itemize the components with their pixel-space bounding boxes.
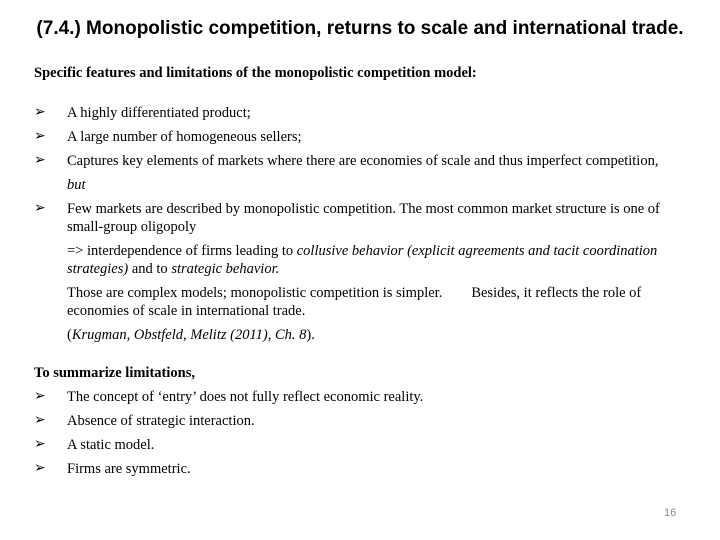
spacer — [34, 82, 694, 104]
list-item — [34, 460, 694, 478]
list-item — [34, 152, 694, 170]
slide-content — [34, 64, 694, 484]
arrow-bullet-icon: ➢ — [34, 437, 46, 452]
list-item — [34, 436, 694, 454]
arrow-bullet-icon: ➢ — [34, 461, 46, 476]
implication-italic-strategic: strategic behavior. — [171, 261, 280, 277]
list-item — [34, 200, 694, 236]
implication-italic-collusive: collusive behavior (explicit agreements and tacit coordination strategies) — [67, 243, 658, 277]
implication-text — [34, 242, 694, 278]
complex-models-text: Those are complex models; monopolistic competition is simpler. Besides, it reflects the role of economies of scale in international trade. — [67, 285, 645, 319]
citation-open: ( — [67, 327, 72, 343]
page-number: 16 — [664, 507, 677, 519]
implication-prefix: => interdependence of firms leading to — [67, 243, 297, 259]
list-item-text: A large number of homogeneous sellers; — [67, 129, 302, 145]
list-item — [34, 412, 694, 430]
arrow-bullet-icon: ➢ — [34, 153, 46, 168]
citation-source: Krugman, Obstfeld, Melitz (2011), Ch. 8 — [71, 327, 307, 343]
list-item — [34, 128, 694, 146]
arrow-bullet-icon: ➢ — [34, 389, 46, 404]
but-text: but — [67, 177, 86, 193]
spacer — [34, 350, 694, 364]
list-item-text: A static model. — [67, 437, 155, 453]
list-item — [34, 104, 694, 122]
slide-title: (7.4.) Monopolistic competition, returns to scale and international trade. — [36, 18, 684, 39]
list-item-text: Absence of strategic interaction. — [67, 413, 255, 429]
list-item-text: A highly differentiated product; — [67, 105, 251, 121]
section1-heading: Specific features and limitations of the monopolistic competition model: — [34, 65, 477, 81]
list-item-text: Few markets are described by monopolistic competition. The most common market structure is one of small-group oligopoly — [67, 201, 660, 235]
arrow-bullet-icon: ➢ — [34, 201, 46, 216]
list-item-text: Firms are symmetric. — [67, 461, 191, 477]
citation-text — [34, 326, 694, 344]
citation-close: ). — [306, 327, 315, 343]
arrow-bullet-icon: ➢ — [34, 413, 46, 428]
arrow-bullet-icon: ➢ — [34, 105, 46, 120]
arrow-bullet-icon: ➢ — [34, 129, 46, 144]
list-item — [34, 388, 694, 406]
implication-mid: and to — [128, 261, 172, 277]
list-item-text: The concept of ‘entry’ does not fully reflect economic reality. — [67, 389, 424, 405]
list-item-text: Captures key elements of markets where there are economies of scale and thus imperfect competition, — [67, 153, 659, 169]
section2-heading: To summarize limitations, — [34, 365, 195, 381]
